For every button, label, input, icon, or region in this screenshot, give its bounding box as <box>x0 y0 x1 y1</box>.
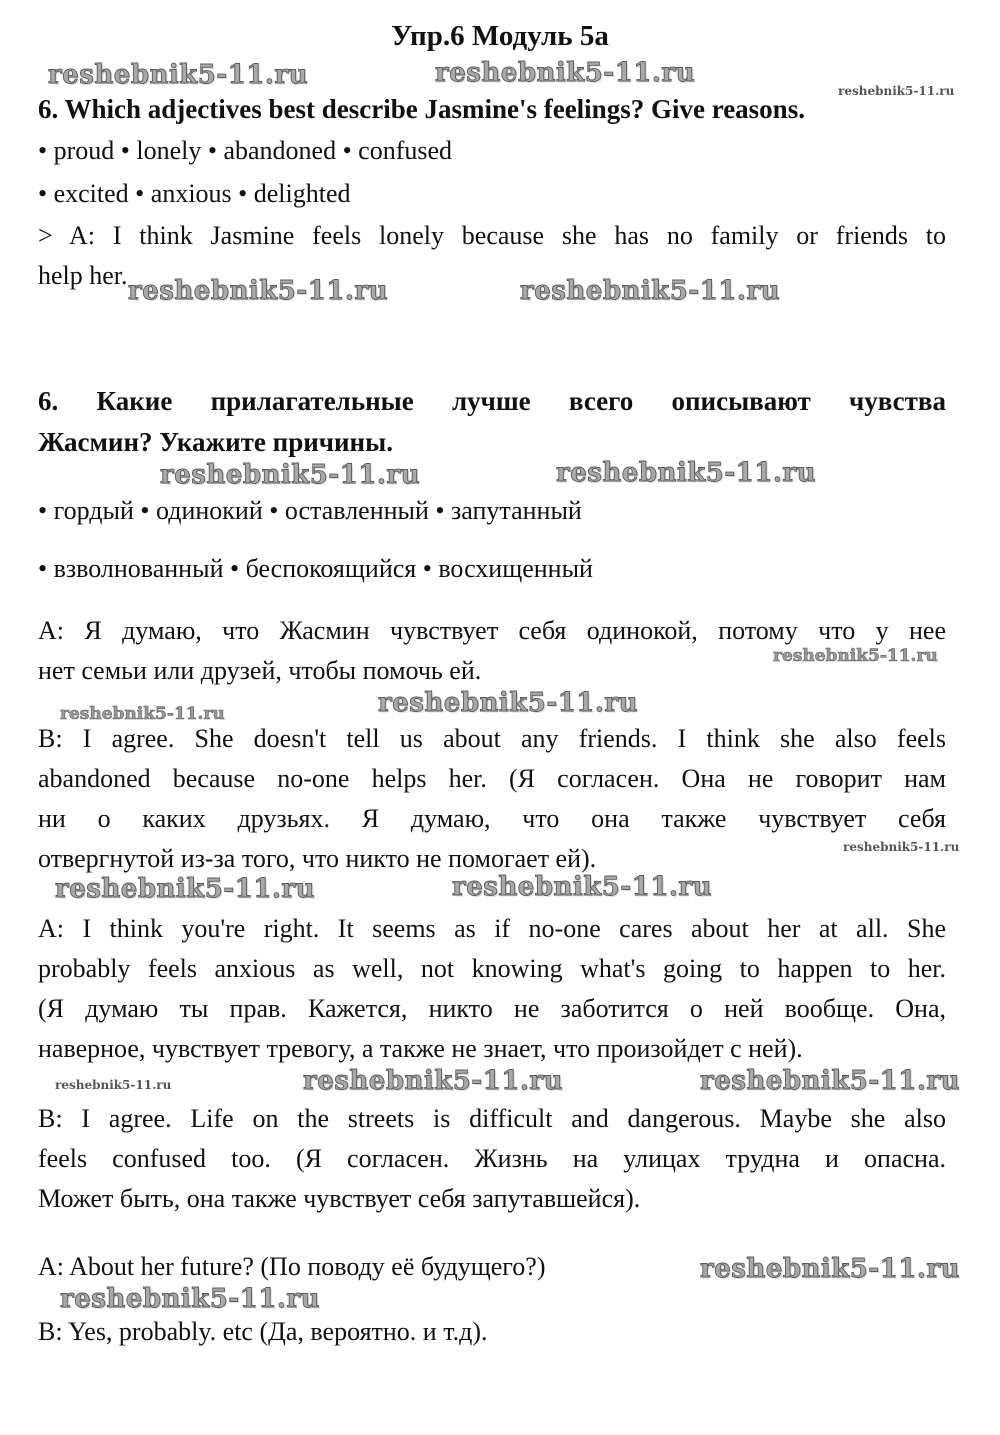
adjective-options-ru-line2: • взволнованный • беспокоящийся • восхищенный <box>38 554 593 583</box>
exercise-heading-ru-line2: Жасмин? Укажите причины. <box>38 427 393 457</box>
dialogue-b2-line3: Может быть, она также чувствует себя запутавшейся). <box>38 1184 641 1213</box>
exercise-heading-ru-line1: 6. Какие прилагательные лучше всего описывают чувства <box>38 386 946 416</box>
watermark: reshebnik5-11.ru <box>60 704 225 724</box>
adjective-options-ru-line1: • гордый • одинокий • оставленный • запутанный <box>38 496 582 525</box>
dialogue-b1-line1: B: I agree. She doesn't tell us about any friends. I think she also feels <box>38 724 946 753</box>
dialogue-b2-line2: feels confused too. (Я согласен. Жизнь на улицах трудна и опасна. <box>38 1144 946 1173</box>
watermark: reshebnik5-11.ru <box>838 84 955 98</box>
watermark: reshebnik5-11.ru <box>160 460 421 490</box>
dialogue-a2-line4: наверное, чувствует тревогу, а также не знает, что произойдет с ней). <box>38 1034 803 1063</box>
dialogue-a2-line2: probably feels anxious as well, not knowing what's going to happen to her. <box>38 954 946 983</box>
adjective-options-en-line2: • excited • anxious • delighted <box>38 179 351 208</box>
dialogue-b1-line3: ни о каких друзьях. Я думаю, что она также чувствует себя <box>38 804 946 833</box>
dialogue-a2-line1: A: I think you're right. It seems as if no-one cares about her at all. She <box>38 914 946 943</box>
watermark: reshebnik5-11.ru <box>520 276 781 306</box>
dialogue-b1-line2: abandoned because no-one helps her. (Я согласен. Она не говорит нам <box>38 764 946 793</box>
page-title: Упр.6 Модуль 5a <box>391 20 609 52</box>
watermark: reshebnik5-11.ru <box>556 458 817 488</box>
dialogue-a1-line1: А: Я думаю, что Жасмин чувствует себя одинокой, потому что у нее <box>38 616 946 645</box>
watermark: reshebnik5-11.ru <box>378 688 639 718</box>
watermark: reshebnik5-11.ru <box>435 58 696 88</box>
watermark: reshebnik5-11.ru <box>60 1284 321 1314</box>
dialogue-b3: B: Yes, probably. etc (Да, вероятно. и т.д). <box>38 1317 488 1346</box>
watermark: reshebnik5-11.ru <box>452 872 713 902</box>
example-answer-en-line2: help her. <box>38 261 128 290</box>
dialogue-b1-line4: отвергнутой из-за того, что никто не помогает ей). <box>38 844 597 873</box>
watermark: reshebnik5-11.ru <box>700 1066 961 1096</box>
watermark: reshebnik5-11.ru <box>843 840 960 854</box>
watermark: reshebnik5-11.ru <box>128 276 389 306</box>
exercise-heading-en: 6. Which adjectives best describe Jasmine's feelings? Give reasons. <box>38 94 805 124</box>
watermark: reshebnik5-11.ru <box>55 1078 172 1092</box>
watermark: reshebnik5-11.ru <box>55 874 316 904</box>
dialogue-b2-line1: B: I agree. Life on the streets is difficult and dangerous. Maybe she also <box>38 1104 946 1133</box>
dialogue-a1-line2: нет семьи или друзей, чтобы помочь ей. <box>38 656 482 685</box>
watermark: reshebnik5-11.ru <box>700 1254 961 1284</box>
adjective-options-en-line1: • proud • lonely • abandoned • confused <box>38 136 453 165</box>
watermark: reshebnik5-11.ru <box>48 60 309 90</box>
example-answer-en-line1: > A: I think Jasmine feels lonely because she has no family or friends to <box>38 221 946 250</box>
watermark: reshebnik5-11.ru <box>303 1066 564 1096</box>
dialogue-a2-line3: (Я думаю ты прав. Кажется, никто не заботится о ней вообще. Она, <box>38 994 946 1023</box>
watermark: reshebnik5-11.ru <box>773 646 938 666</box>
dialogue-a3: A: About her future? (По поводу её будущего?) <box>38 1252 546 1281</box>
